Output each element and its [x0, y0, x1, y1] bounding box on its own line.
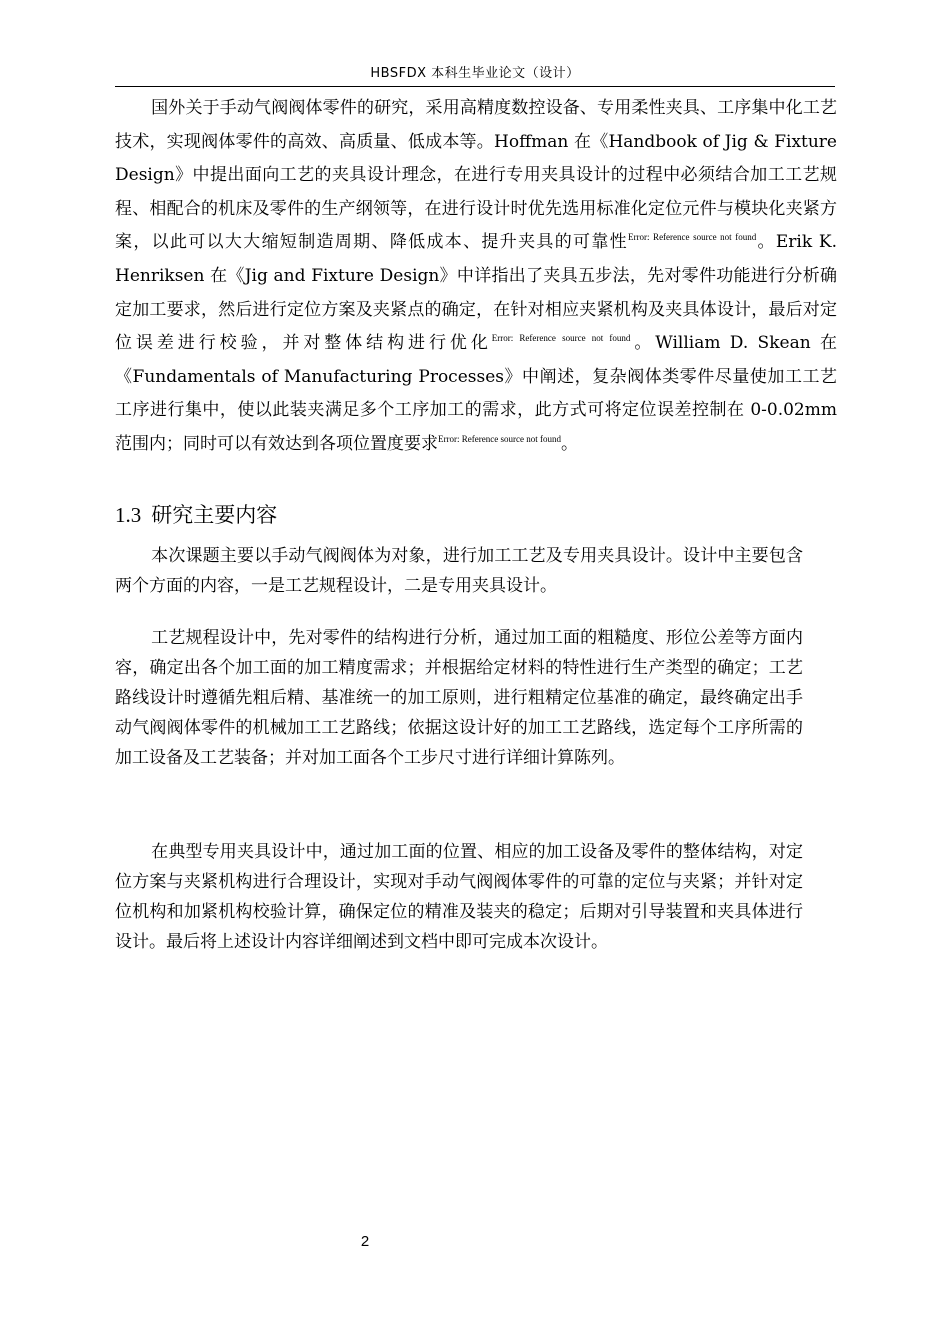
paragraph-overview [115, 541, 803, 601]
paragraph-foreign-research [115, 92, 837, 462]
reference-error: Error: Reference source not found [628, 232, 757, 243]
paragraph-text: 本次课题主要以手动气阀阀体为对象，进行加工工艺及专用夹具设计。设计中主要包含两个方面的内容，一是工艺规程设计，二是专用夹具设计。 [115, 546, 803, 596]
paragraph-text: 国外关于手动气阀阀体零件的研究，采用高精度数控设备、专用柔性夹具、工序集中化工艺技术，实现阀体零件的高效、高质量、低成本等。Hoffman 在《Handbook of Jig & Fixture Design》中提出面向工艺的夹具设计理念，在进行专用夹具设计的过程中必须结合加工工艺规程、相配合的机床及零件的生产纲领等，在进行设计时优先选用标准化定位元件与模块化夹紧方案，以此可以大大缩短制造周期、降低成本、提升夹具的可靠性 [115, 98, 837, 253]
header-title: HBSFDX 本科生毕业论文（设计） [370, 66, 580, 81]
paragraph-fixture-design [115, 837, 803, 957]
section-number: 1.3 [115, 503, 142, 527]
paragraph-text: 。William D. Skean 在《Fundamentals of Manufacturing Processes》中阐述，复杂阀体类零件尽量使加工工艺工序进行集中，使以此装夹满足多个工序加工的需求，此方式可将定位误差控制在 0-0.02mm 范围内；同时可以有效达到各项位置度要求 [115, 333, 837, 454]
paragraph-text: 。 [560, 433, 578, 454]
section-heading [115, 500, 277, 530]
reference-error: Error: Reference source not found [438, 433, 561, 444]
page-header [115, 62, 835, 87]
paragraph-text: 。Erik K. Henriksen 在《Jig and Fixture Design》中详指出了夹具五步法，先对零件功能进行分析确定加工要求，然后进行定位方案及夹紧点的确定，在针对相应夹紧机构及夹具体设计，最后对定位误差进行校验，并对整体结构进行优化 [115, 232, 837, 354]
reference-error: Error: Reference source not found [491, 333, 631, 344]
page-number: 2 [360, 1233, 370, 1250]
section-title: 研究主要内容 [151, 503, 278, 527]
paragraph-text: 工艺规程设计中，先对零件的结构进行分析，通过加工面的粗糙度、形位公差等方面内容，确定出各个加工面的加工精度需求；并根据给定材料的特性进行生产类型的确定；工艺路线设计时遵循先粗后精、基准统一的加工原则，进行粗精定位基准的确定，最终确定出手动气阀阀体零件的机械加工工艺路线；依据这设计好的加工工艺路线，选定每个工序所需的加工设备及工艺装备；并对加工面各个工步尺寸进行详细计算陈列。 [115, 628, 803, 768]
paragraph-text: 在典型专用夹具设计中，通过加工面的位置、相应的加工设备及零件的整体结构，对定位方案与夹紧机构进行合理设计，实现对手动气阀阀体零件的可靠的定位与夹紧；并针对定位机构和加紧机构校验计算，确保定位的精准及装夹的稳定；后期对引导装置和夹具体进行设计。最后将上述设计内容详细阐述到文档中即可完成本次设计。 [115, 842, 803, 952]
paragraph-process-design [115, 623, 803, 773]
